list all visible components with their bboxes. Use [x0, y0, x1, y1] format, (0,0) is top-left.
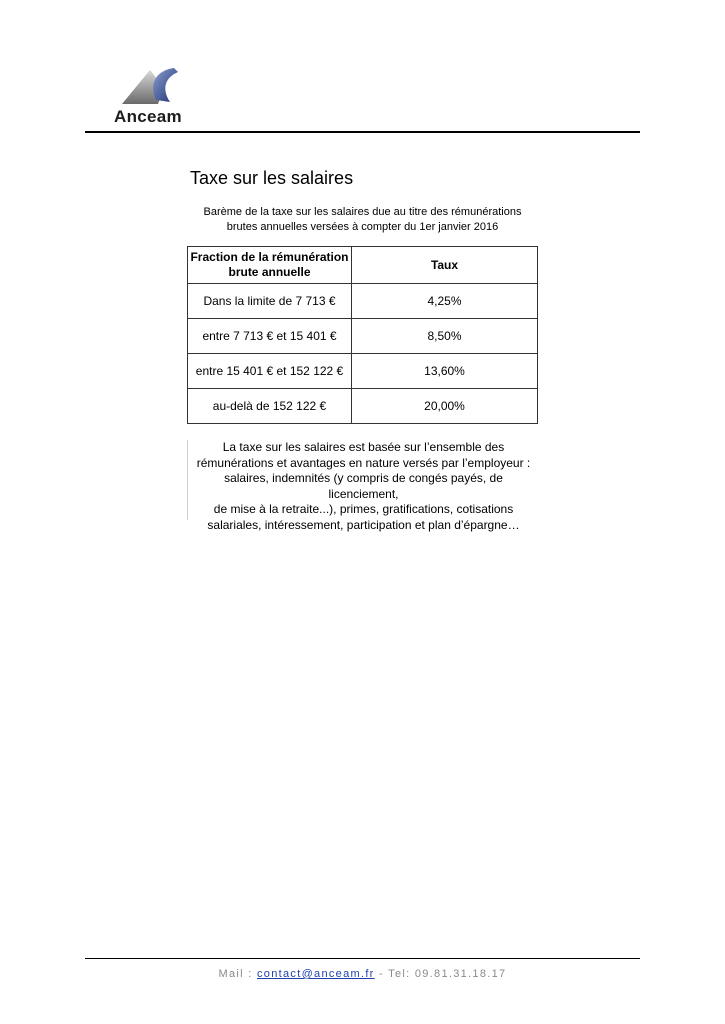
fraction-cell: au-delà de 152 122 € — [188, 389, 352, 424]
column-header-rate: Taux — [352, 247, 538, 284]
email-link[interactable]: contact@anceam.fr — [257, 968, 375, 980]
explanatory-note — [187, 440, 539, 532]
column-header-fraction: Fraction de la rémunération brute annuelle — [188, 247, 352, 284]
tax-rate-table — [187, 246, 538, 424]
note-line: salariales, intéressement, participation et plan d’épargne… — [207, 517, 520, 532]
footer-separator: - — [379, 968, 384, 980]
note-line: de mise à la retraite...), primes, gratifications, cotisations — [213, 502, 514, 516]
table-row — [188, 389, 538, 424]
table-header-row — [188, 247, 538, 284]
note-line: salaires, indemnités (y compris de congés payés, de licenciement, — [224, 471, 503, 501]
fraction-cell: entre 15 401 € et 152 122 € — [188, 354, 352, 389]
header-divider — [85, 131, 640, 133]
rate-cell: 20,00% — [352, 389, 538, 424]
fraction-cell: Dans la limite de 7 713 € — [188, 284, 352, 319]
table-row — [188, 284, 538, 319]
page-title: Taxe sur les salaires — [190, 168, 354, 188]
footer-divider — [85, 958, 640, 959]
rate-cell: 8,50% — [352, 319, 538, 354]
rate-cell: 4,25% — [352, 284, 538, 319]
subtitle-line: Barème de la taxe sur les salaires due au titre des rémunérations — [203, 206, 522, 218]
phone-number: Tel: 09.81.31.18.17 — [388, 968, 507, 980]
subtitle-line: brutes annuelles versées à compter du 1er janvier 2016 — [226, 221, 499, 233]
note-line: La taxe sur les salaires est basée sur l’ensemble des — [222, 440, 505, 454]
fraction-cell: entre 7 713 € et 15 401 € — [188, 319, 352, 354]
mail-label: Mail : — [218, 968, 253, 980]
anceam-logo-icon — [118, 62, 188, 106]
rate-cell: 13,60% — [352, 354, 538, 389]
table-row — [188, 319, 538, 354]
anceam-logo — [108, 62, 198, 126]
subtitle — [190, 205, 535, 235]
footer-contact — [0, 968, 725, 980]
note-line: rémunérations et avantages en nature versés par l’employeur : — [196, 455, 531, 470]
table-row — [188, 354, 538, 389]
logo-text: Anceam — [114, 107, 182, 126]
